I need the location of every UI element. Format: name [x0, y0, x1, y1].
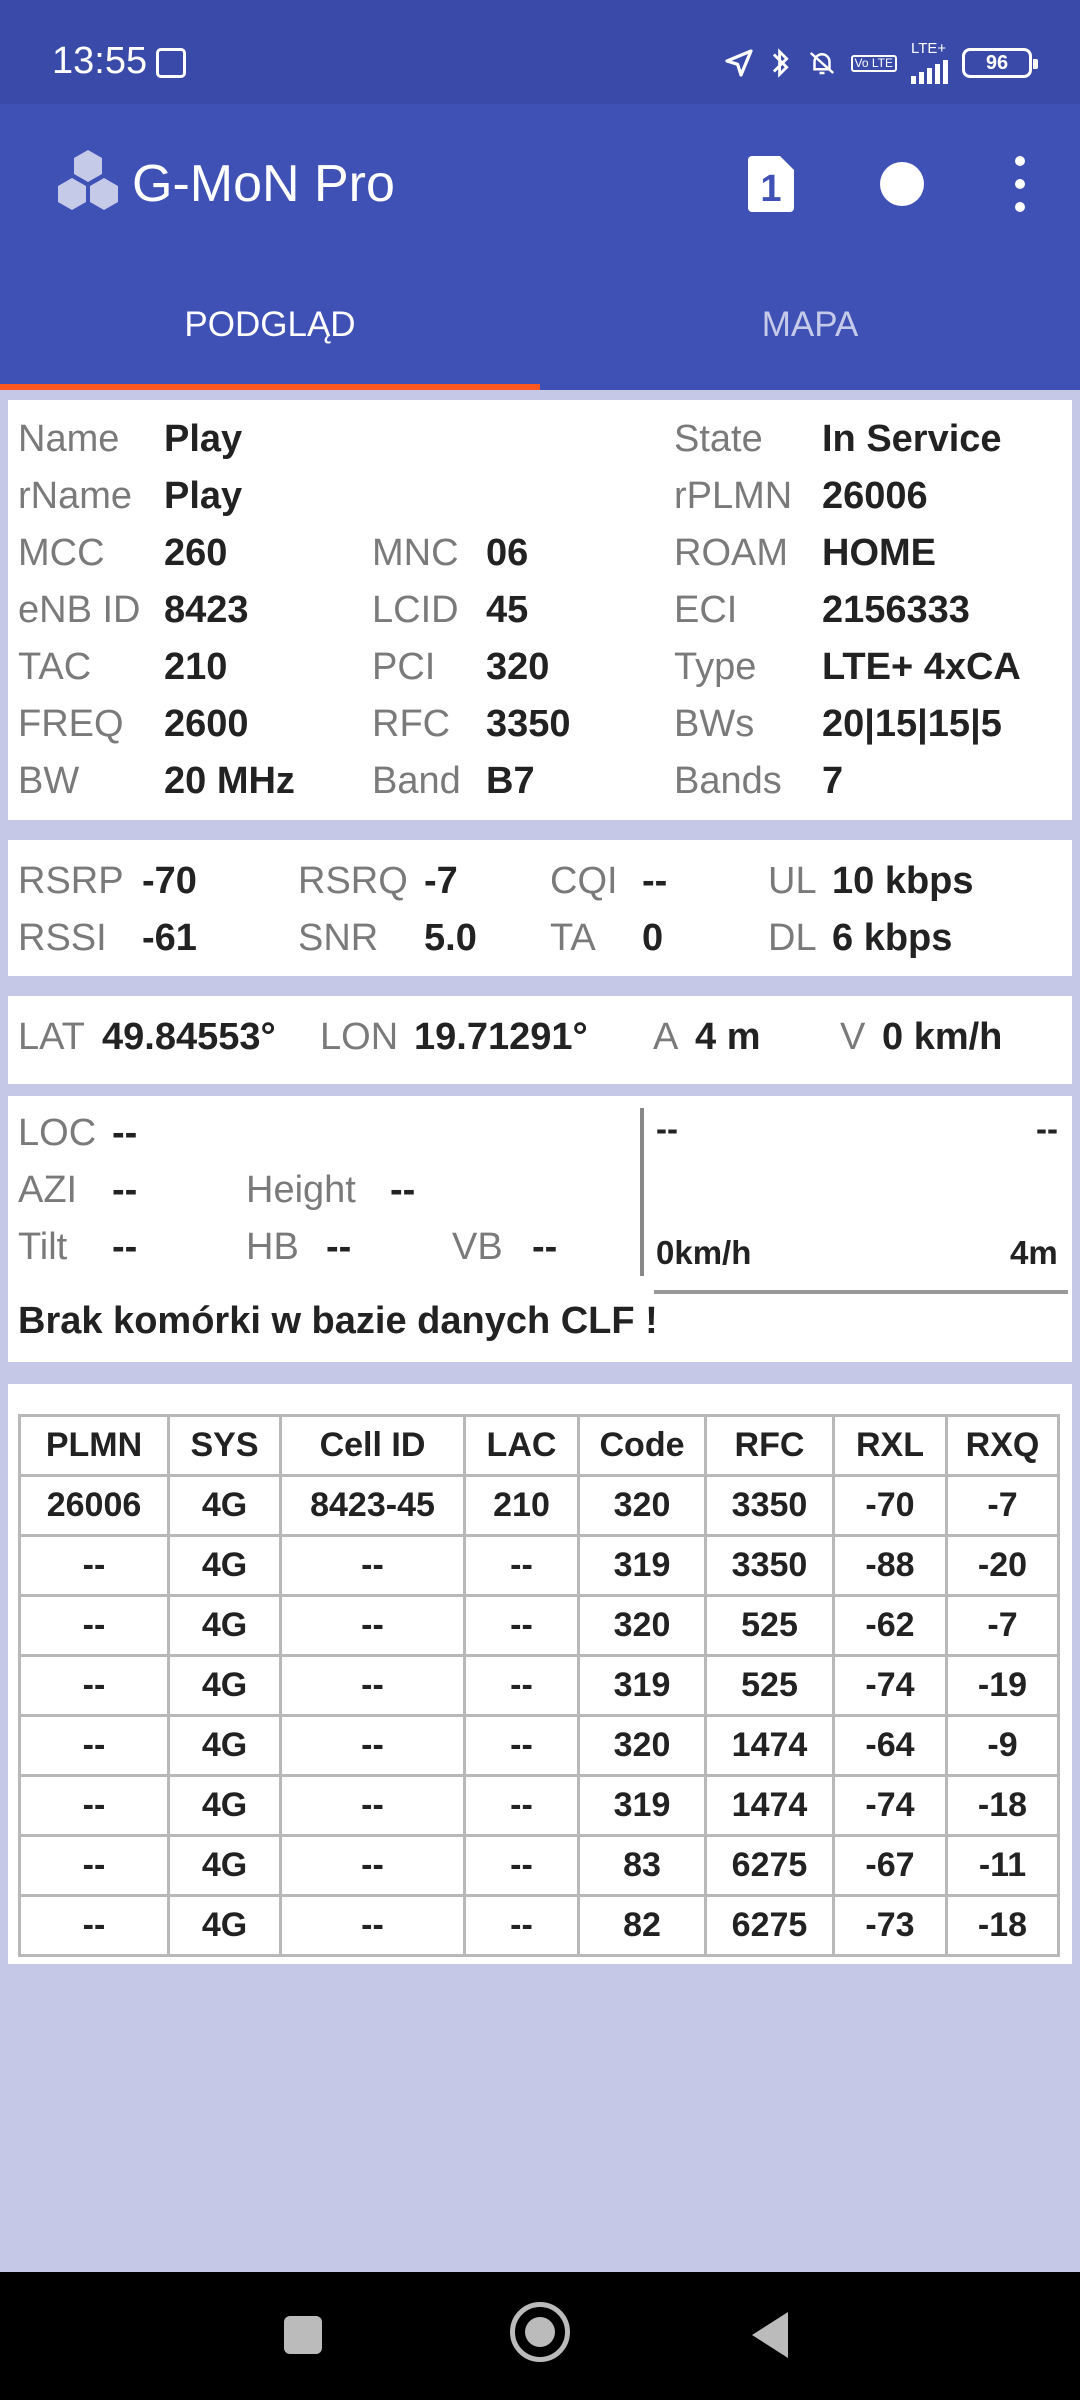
table-row	[20, 1836, 1059, 1896]
table-cell: 82	[579, 1896, 706, 1956]
enb-id-value: 8423	[164, 589, 249, 631]
serving-cell-panel	[8, 400, 1072, 820]
table-row	[20, 1896, 1059, 1956]
cell-distance-top-left: --	[656, 1110, 678, 1147]
table-cell: --	[20, 1836, 169, 1896]
bands-label: Bands	[674, 760, 782, 802]
velocity-label: V	[840, 1016, 866, 1058]
band-label: Band	[372, 760, 461, 802]
home-button[interactable]	[510, 2302, 570, 2362]
loc-value: --	[112, 1112, 138, 1154]
ul-label: UL	[768, 860, 817, 902]
snr-value: 5.0	[424, 917, 477, 959]
bws-label: BWs	[674, 703, 755, 745]
record-toggle-button[interactable]	[880, 162, 924, 206]
col-header-cell-id: Cell ID	[281, 1416, 465, 1476]
accuracy-label: A	[653, 1016, 679, 1058]
table-cell: --	[465, 1896, 579, 1956]
network-type-label: LTE+	[911, 40, 947, 57]
cqi-value: --	[642, 860, 668, 902]
table-row	[20, 1476, 1059, 1536]
table-cell: --	[281, 1536, 465, 1596]
table-cell: --	[20, 1656, 169, 1716]
app-logo-icon	[52, 146, 124, 218]
clf-warning-message: Brak komórki w bazie danych CLF !	[18, 1300, 658, 1342]
lcid-label: LCID	[372, 589, 459, 631]
lat-label: LAT	[18, 1016, 85, 1058]
table-cell: -18	[947, 1896, 1059, 1956]
table-cell: --	[465, 1716, 579, 1776]
type-label: Type	[674, 646, 757, 688]
azi-label: AZI	[18, 1169, 78, 1211]
rssi-label: RSSI	[18, 917, 107, 959]
table-cell: 525	[706, 1656, 834, 1716]
col-header-plmn: PLMN	[20, 1416, 169, 1476]
accuracy-value: 4 m	[695, 1016, 761, 1058]
mute-bell-icon	[807, 47, 837, 79]
table-cell: --	[281, 1836, 465, 1896]
type-value: LTE+ 4xCA	[822, 646, 1021, 688]
table-cell: -70	[834, 1476, 947, 1536]
loc-label: LOC	[18, 1112, 97, 1154]
table-cell: 4G	[169, 1896, 281, 1956]
table-cell: 4G	[169, 1836, 281, 1896]
back-button[interactable]	[752, 2312, 788, 2358]
col-header-rxl: RXL	[834, 1416, 947, 1476]
speed-readout: 0km/h	[656, 1234, 752, 1271]
table-row	[20, 1776, 1059, 1836]
name-label: Name	[18, 418, 120, 460]
table-cell: 210	[465, 1476, 579, 1536]
tab-indicator	[0, 384, 540, 390]
table-row	[20, 1656, 1059, 1716]
table-cell: -88	[834, 1536, 947, 1596]
table-cell: --	[20, 1896, 169, 1956]
table-cell: --	[465, 1656, 579, 1716]
table-cell: 319	[579, 1536, 706, 1596]
table-cell: 320	[579, 1716, 706, 1776]
mnc-label: MNC	[372, 532, 459, 574]
rsrq-value: -7	[424, 860, 458, 902]
height-label: Height	[246, 1169, 356, 1211]
table-cell: -18	[947, 1776, 1059, 1836]
table-cell: 319	[579, 1776, 706, 1836]
gps-panel	[8, 996, 1072, 1084]
freq-value: 2600	[164, 703, 249, 745]
rname-value: Play	[164, 475, 243, 517]
dl-label: DL	[768, 917, 817, 959]
signal-panel	[8, 840, 1072, 976]
cqi-label: CQI	[550, 860, 618, 902]
table-cell: -9	[947, 1716, 1059, 1776]
vb-value: --	[532, 1226, 558, 1268]
app-bar	[0, 104, 1080, 260]
table-cell: 4G	[169, 1596, 281, 1656]
bw-label: BW	[18, 760, 80, 802]
table-cell: -11	[947, 1836, 1059, 1896]
table-cell: 83	[579, 1836, 706, 1896]
col-header-rxq: RXQ	[947, 1416, 1059, 1476]
eci-label: ECI	[674, 589, 738, 631]
table-cell: -7	[947, 1476, 1059, 1536]
tab-podglad-label: PODGLĄD	[184, 305, 356, 344]
table-cell: 6275	[706, 1836, 834, 1896]
mcc-label: MCC	[18, 532, 105, 574]
table-cell: -20	[947, 1536, 1059, 1596]
lat-value: 49.84553°	[102, 1016, 276, 1058]
table-cell: 8423-45	[281, 1476, 465, 1536]
tab-mapa[interactable]	[540, 260, 1080, 390]
table-cell: 4G	[169, 1656, 281, 1716]
status-icons	[723, 40, 1032, 86]
table-cell: --	[465, 1596, 579, 1656]
distance-readout: 4m	[1010, 1234, 1058, 1271]
table-cell: -19	[947, 1656, 1059, 1716]
tab-mapa-label: MAPA	[761, 305, 859, 344]
col-header-lac: LAC	[465, 1416, 579, 1476]
ta-value: 0	[642, 917, 664, 959]
table-header-row	[20, 1416, 1059, 1476]
rsrq-label: RSRQ	[298, 860, 408, 902]
system-nav-bar	[0, 2272, 1080, 2400]
volte-icon: Vo LTE	[851, 55, 897, 72]
table-cell: --	[20, 1716, 169, 1776]
table-cell: 1474	[706, 1716, 834, 1776]
lcid-value: 45	[486, 589, 529, 631]
table-cell: 4G	[169, 1716, 281, 1776]
table-cell: -64	[834, 1716, 947, 1776]
screenshot-indicator-icon	[156, 48, 186, 78]
table-cell: --	[465, 1836, 579, 1896]
col-header-sys: SYS	[169, 1416, 281, 1476]
tac-value: 210	[164, 646, 228, 688]
table-row	[20, 1716, 1059, 1776]
sim-number: 1	[760, 168, 782, 210]
tilt-label: Tilt	[18, 1226, 68, 1268]
ul-value: 10 kbps	[832, 860, 974, 902]
rfc-label: RFC	[372, 703, 451, 745]
table-cell: --	[281, 1776, 465, 1836]
rname-label: rName	[18, 475, 133, 517]
table-cell: 320	[579, 1596, 706, 1656]
neighbor-cells-panel	[8, 1384, 1072, 1964]
battery-icon: 96	[962, 48, 1032, 78]
cell-distance-top-right: --	[1036, 1110, 1058, 1147]
table-row	[20, 1536, 1059, 1596]
col-header-code: Code	[579, 1416, 706, 1476]
bws-value: 20|15|15|5	[822, 703, 1002, 745]
table-cell: -62	[834, 1596, 947, 1656]
table-cell: 525	[706, 1596, 834, 1656]
rsrp-label: RSRP	[18, 860, 124, 902]
mcc-value: 260	[164, 532, 228, 574]
dl-value: 6 kbps	[832, 917, 953, 959]
table-cell: --	[281, 1896, 465, 1956]
tab-podglad[interactable]	[0, 260, 540, 390]
table-cell: -67	[834, 1836, 947, 1896]
table-cell: --	[281, 1716, 465, 1776]
band-value: B7	[486, 760, 535, 802]
table-cell: 3350	[706, 1476, 834, 1536]
table-cell: --	[465, 1536, 579, 1596]
table-cell: -73	[834, 1896, 947, 1956]
network-indicator	[911, 42, 948, 84]
table-cell: --	[20, 1536, 169, 1596]
location-arrow-icon	[723, 47, 755, 79]
mnc-value: 06	[486, 532, 529, 574]
table-cell: 319	[579, 1656, 706, 1716]
neighbor-cells-table	[18, 1414, 1060, 1957]
table-body	[20, 1476, 1059, 1956]
lon-label: LON	[320, 1016, 399, 1058]
rplmn-label: rPLMN	[674, 475, 793, 517]
table-cell: 26006	[20, 1476, 169, 1536]
location-hline	[654, 1290, 1068, 1294]
signal-strength-icon	[911, 56, 948, 84]
table-cell: --	[281, 1656, 465, 1716]
azi-value: --	[112, 1169, 138, 1211]
rssi-value: -61	[142, 917, 197, 959]
bluetooth-icon	[769, 46, 793, 80]
table-cell: -74	[834, 1656, 947, 1716]
table-cell: 3350	[706, 1536, 834, 1596]
rsrp-value: -70	[142, 860, 197, 902]
freq-label: FREQ	[18, 703, 124, 745]
pci-value: 320	[486, 646, 550, 688]
rplmn-value: 26006	[822, 475, 928, 517]
col-header-rfc: RFC	[706, 1416, 834, 1476]
table-cell: --	[465, 1776, 579, 1836]
state-value: In Service	[822, 418, 1002, 460]
hb-value: --	[326, 1226, 352, 1268]
table-cell: 4G	[169, 1476, 281, 1536]
cell-location-panel	[8, 1096, 1072, 1362]
height-value: --	[390, 1169, 416, 1211]
lon-value: 19.71291°	[414, 1016, 588, 1058]
table-cell: -7	[947, 1596, 1059, 1656]
hb-label: HB	[246, 1226, 299, 1268]
table-cell: --	[20, 1596, 169, 1656]
bands-value: 7	[822, 760, 844, 802]
ta-label: TA	[550, 917, 596, 959]
pci-label: PCI	[372, 646, 436, 688]
table-cell: --	[20, 1776, 169, 1836]
tilt-value: --	[112, 1226, 138, 1268]
snr-label: SNR	[298, 917, 379, 959]
location-divider	[640, 1108, 644, 1276]
rfc-value: 3350	[486, 703, 571, 745]
eci-value: 2156333	[822, 589, 970, 631]
more-options-icon[interactable]	[1008, 156, 1032, 212]
roam-label: ROAM	[674, 532, 788, 574]
recents-button[interactable]	[284, 2316, 322, 2354]
bw-value: 20 MHz	[164, 760, 295, 802]
table-cell: 6275	[706, 1896, 834, 1956]
vb-label: VB	[452, 1226, 503, 1268]
table-row	[20, 1596, 1059, 1656]
roam-value: HOME	[822, 532, 936, 574]
table-cell: -74	[834, 1776, 947, 1836]
tab-bar	[0, 260, 1080, 390]
sim-card-icon[interactable]	[748, 156, 794, 212]
tac-label: TAC	[18, 646, 92, 688]
app-title: G-MoN Pro	[132, 155, 395, 213]
status-time: 13:55	[52, 40, 148, 82]
table-cell: 4G	[169, 1776, 281, 1836]
table-cell: 4G	[169, 1536, 281, 1596]
table-cell: 320	[579, 1476, 706, 1536]
name-value: Play	[164, 418, 243, 460]
enb-id-label: eNB ID	[18, 589, 141, 631]
status-bar	[0, 0, 1080, 104]
velocity-value: 0 km/h	[882, 1016, 1003, 1058]
table-cell: 1474	[706, 1776, 834, 1836]
table-cell: --	[281, 1596, 465, 1656]
state-label: State	[674, 418, 763, 460]
